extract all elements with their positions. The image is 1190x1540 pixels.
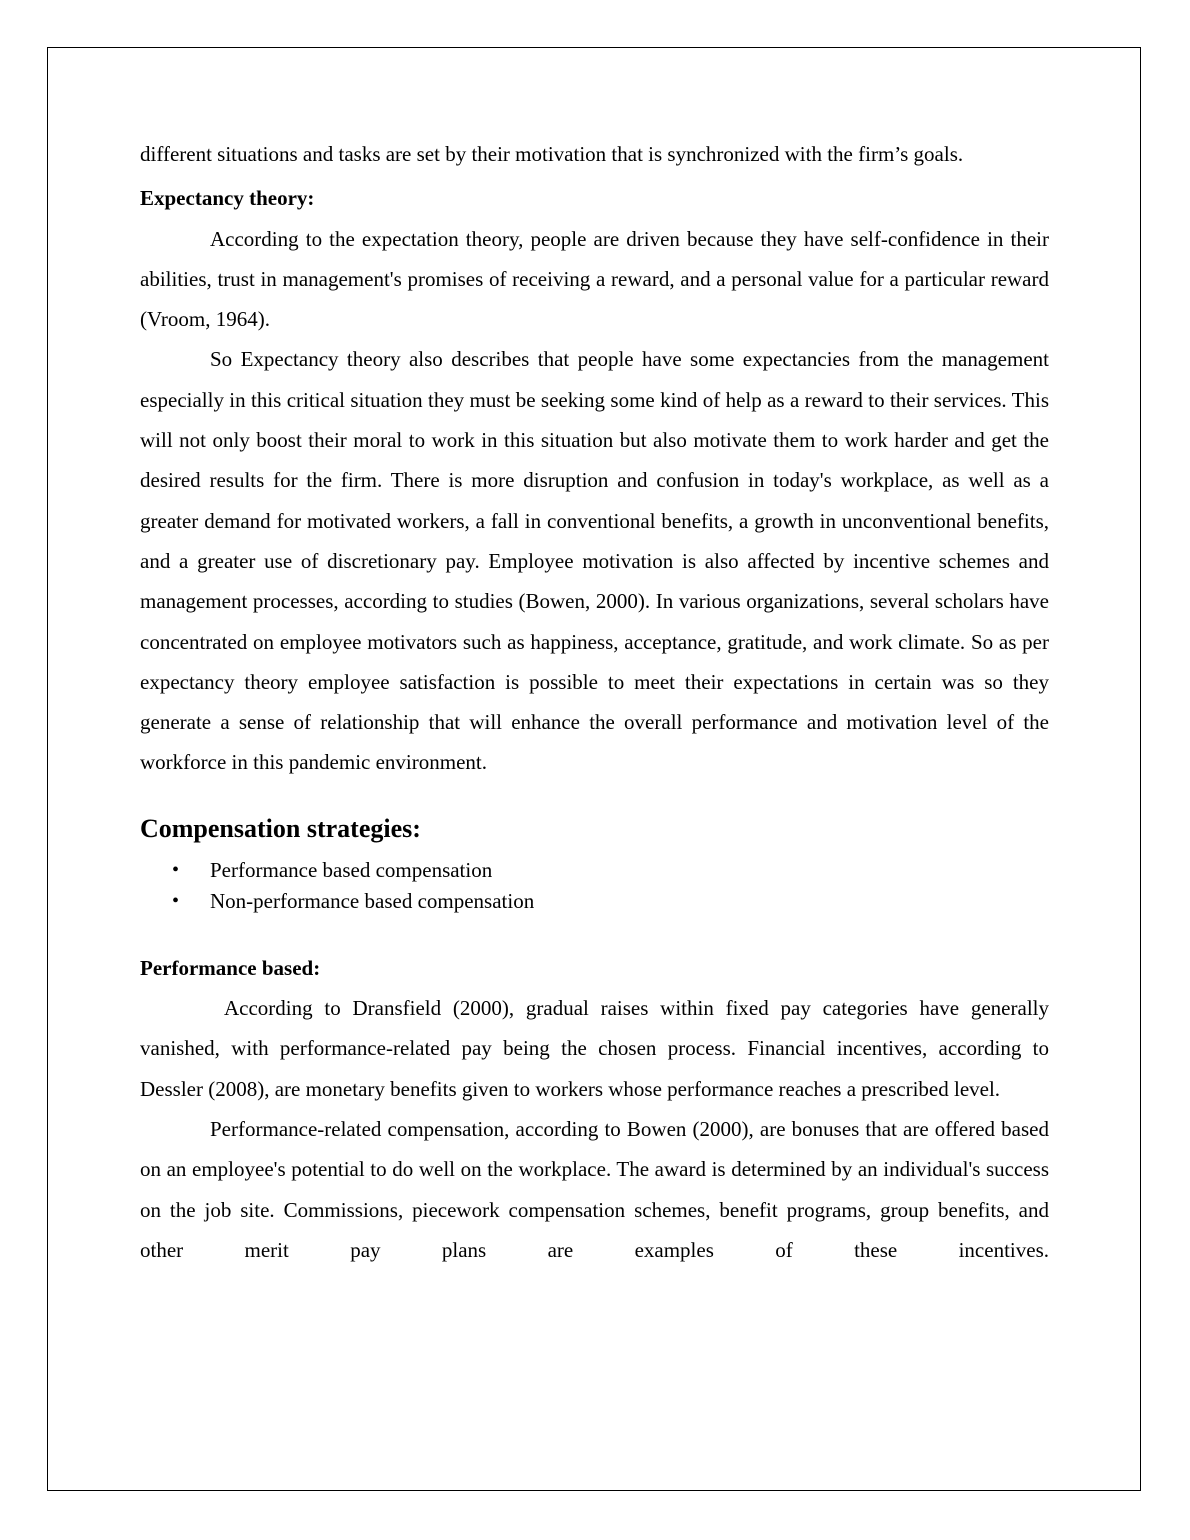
performance-based-heading: Performance based: [140, 955, 321, 980]
list-item-text: Performance based compensation [210, 857, 493, 882]
list-item [140, 855, 1049, 886]
list-item-text: Non-performance based compensation [210, 888, 535, 913]
continuation-paragraph: different situations and tasks are set by their motivation that is synchronized with the firm’s goals. [140, 142, 964, 166]
compensation-list [140, 855, 1049, 917]
document-body [140, 134, 1049, 1270]
bullet-icon: • [172, 858, 180, 881]
expectancy-theory-heading: Expectancy theory: [140, 186, 315, 211]
performance-paragraph-2: Performance-related compensation, according to Bowen (2000), are bonuses that are offered based on an employee's potential to do well on the workplace. The award is determined by an individual's success on the job site. Commissions, piecework compensation schemes, benefit programs, group benefits, and other merit pay plans are examples of these incentives. [140, 1116, 1049, 1262]
expectancy-paragraph-1: According to the expectation theory, people are driven because they have self-confidence in their abilities, trust in management's promises of receiving a reward, and a personal value for a particular reward (Vroom, 1964). [140, 226, 1049, 332]
list-item [140, 886, 1049, 917]
bullet-icon: • [172, 889, 180, 912]
compensation-strategies-heading: Compensation strategies: [140, 813, 421, 843]
performance-paragraph-1: According to Dransfield (2000), gradual raises within fixed pay categories have generally vanished, with performance-related pay being the chosen process. Financial incentives, according to Dessler (2008), are monetary benefits given to workers whose performance reaches a prescribed level. [140, 996, 1049, 1101]
expectancy-paragraph-2: So Expectancy theory also describes that people have some expectancies from the management especially in this critical situation they must be seeking some kind of help as a reward to their services. This will not only boost their moral to work in this situation but also motivate them to work harder and get the desired results for the firm. There is more disruption and confusion in today's workplace, as well as a greater demand for motivated workers, a fall in conventional benefits, a growth in unconventional benefits, and a greater use of discretionary pay. Employee motivation is also affected by incentive schemes and management processes, according to studies (Bowen, 2000). In various organizations, several scholars have concentrated on employee motivators such as happiness, acceptance, gratitude, and work climate. So as per expectancy theory employee satisfaction is possible to meet their expectations in certain was so they generate a sense of relationship that will enhance the overall performance and motivation level of the workforce in this pandemic environment. [140, 347, 1049, 775]
